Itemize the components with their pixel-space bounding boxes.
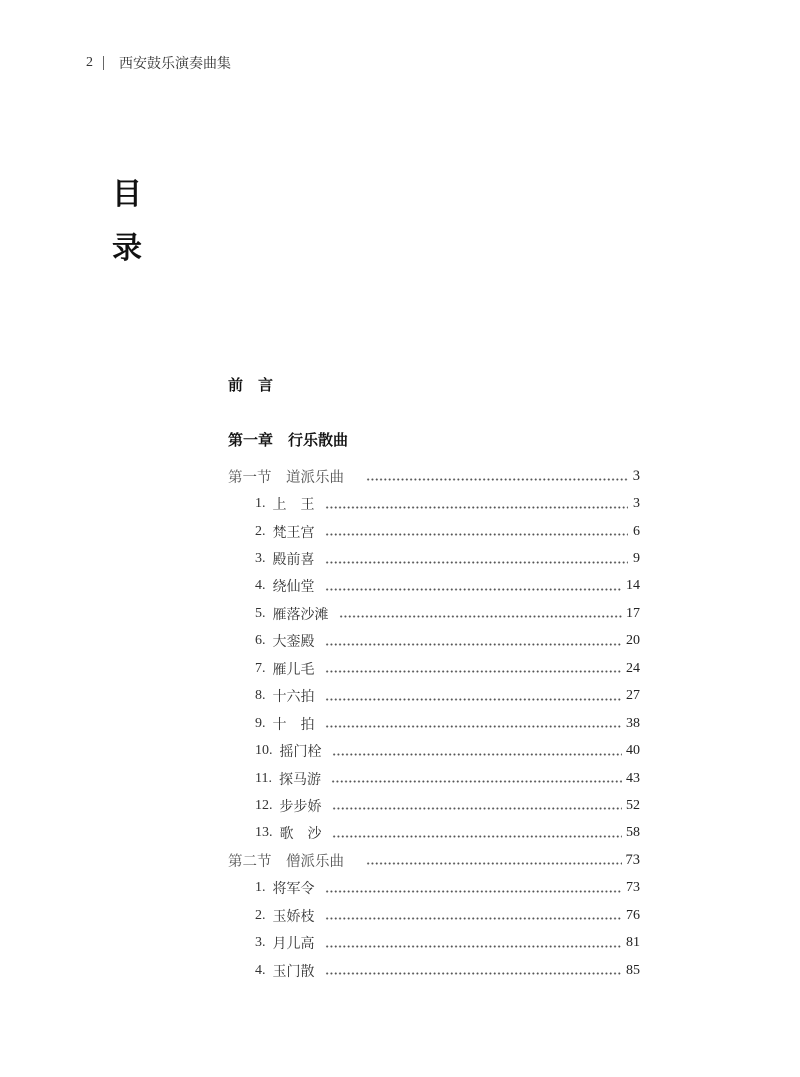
entry-title: 殿前喜 [272,553,315,569]
entry-number: 1. [255,880,266,896]
leader-dots [332,753,623,756]
toc-entry [228,683,640,710]
entry-page-number: 52 [626,797,640,813]
leader-dots [366,478,628,481]
toc-entry [228,792,640,819]
running-head [86,53,231,73]
leader-dots [325,972,623,975]
leader-dots [325,643,623,646]
leader-dots [325,588,623,591]
entry-number: 3. [255,935,266,951]
entry-title: 上 王 [272,498,315,514]
entry-number: 8. [255,688,266,704]
entry-title: 绕仙堂 [272,580,315,596]
entry-title: 玉门散 [272,964,315,980]
toc-entry [228,765,640,792]
entry-number: 2. [255,523,266,539]
entry-title: 雁落沙滩 [272,607,329,623]
leader-dots [332,807,623,810]
entry-page-number: 20 [626,633,640,649]
entry-title: 步步娇 [279,799,322,815]
toc-entry [228,929,640,956]
leader-dots [325,698,623,701]
entry-title: 雁儿毛 [272,662,315,678]
toc-entry [228,490,640,517]
toc-entry [228,655,640,682]
entry-page-number: 9 [633,551,640,567]
entry-page-number: 85 [626,962,640,978]
entry-page-number: 58 [626,825,640,841]
table-of-contents [228,463,640,984]
toc-entry [228,875,640,902]
section-page-number: 73 [625,852,640,869]
toc-entry [228,820,640,847]
entry-page-number: 81 [626,935,640,951]
toc-entry [228,600,640,627]
entry-number: 12. [255,797,273,813]
leader-dots [325,917,623,920]
leader-dots [325,670,623,673]
entry-title: 探马游 [278,772,321,788]
section-page-number: 3 [632,468,640,485]
leader-dots [325,725,623,728]
entry-page-number: 24 [626,660,640,676]
entry-title: 歌 沙 [279,827,322,843]
entry-title: 梵王宫 [272,525,315,541]
entry-page-number: 27 [626,688,640,704]
entry-title: 十 拍 [272,717,315,733]
entry-page-number: 17 [626,605,640,621]
toc-entry [228,957,640,984]
entry-title: 十六拍 [272,690,315,706]
entry-number: 7. [255,660,266,676]
leader-dots [325,890,623,893]
entry-number: 11. [255,770,272,786]
entry-number: 4. [255,962,266,978]
entry-number: 10. [255,743,273,759]
entry-page-number: 43 [626,770,640,786]
entry-title: 月儿高 [272,937,315,953]
leader-dots [332,835,623,838]
entry-page-number: 40 [626,743,640,759]
leader-dots [325,561,629,564]
entry-number: 9. [255,715,266,731]
contents-title-char-2: 录 [112,231,142,266]
entry-number: 6. [255,633,266,649]
entry-page-number: 76 [626,907,640,923]
section-title: 第二节 僧派乐曲 [228,854,344,871]
leader-dots [331,780,622,783]
entry-number: 13. [255,825,273,841]
toc-entry [228,902,640,929]
chapter-heading: 第一章 行乐散曲 [228,431,349,449]
entry-page-number: 3 [633,496,640,512]
leader-dots [339,615,623,618]
entry-page-number: 73 [626,880,640,896]
toc-entry [228,628,640,655]
entry-page-number: 14 [626,578,640,594]
leader-dots [325,506,629,509]
toc-entry [228,573,640,600]
section-title: 第一节 道派乐曲 [228,470,344,487]
contents-title-char-1: 目 [112,177,142,212]
header-page-number: 2 [86,55,93,70]
entry-number: 4. [255,578,266,594]
toc-entry [228,710,640,737]
entry-number: 1. [255,496,266,512]
toc-entry [228,737,640,764]
entry-title: 大銮殿 [272,635,315,651]
leader-dots [366,862,622,865]
toc-section [228,463,640,490]
leader-dots [325,533,629,536]
entry-page-number: 38 [626,715,640,731]
entry-page-number: 6 [633,523,640,539]
leader-dots [325,945,623,948]
toc-entry [228,518,640,545]
entry-number: 3. [255,551,266,567]
entry-title: 摇门栓 [279,745,322,761]
toc-section [228,847,640,874]
entry-number: 2. [255,907,266,923]
header-separator [103,56,104,70]
header-book-title: 西安鼓乐演奏曲集 [119,57,231,72]
toc-entry [228,545,640,572]
entry-title: 将军令 [272,882,315,898]
entry-number: 5. [255,605,266,621]
entry-title: 玉娇枝 [272,909,315,925]
preface-heading: 前 言 [228,376,274,394]
